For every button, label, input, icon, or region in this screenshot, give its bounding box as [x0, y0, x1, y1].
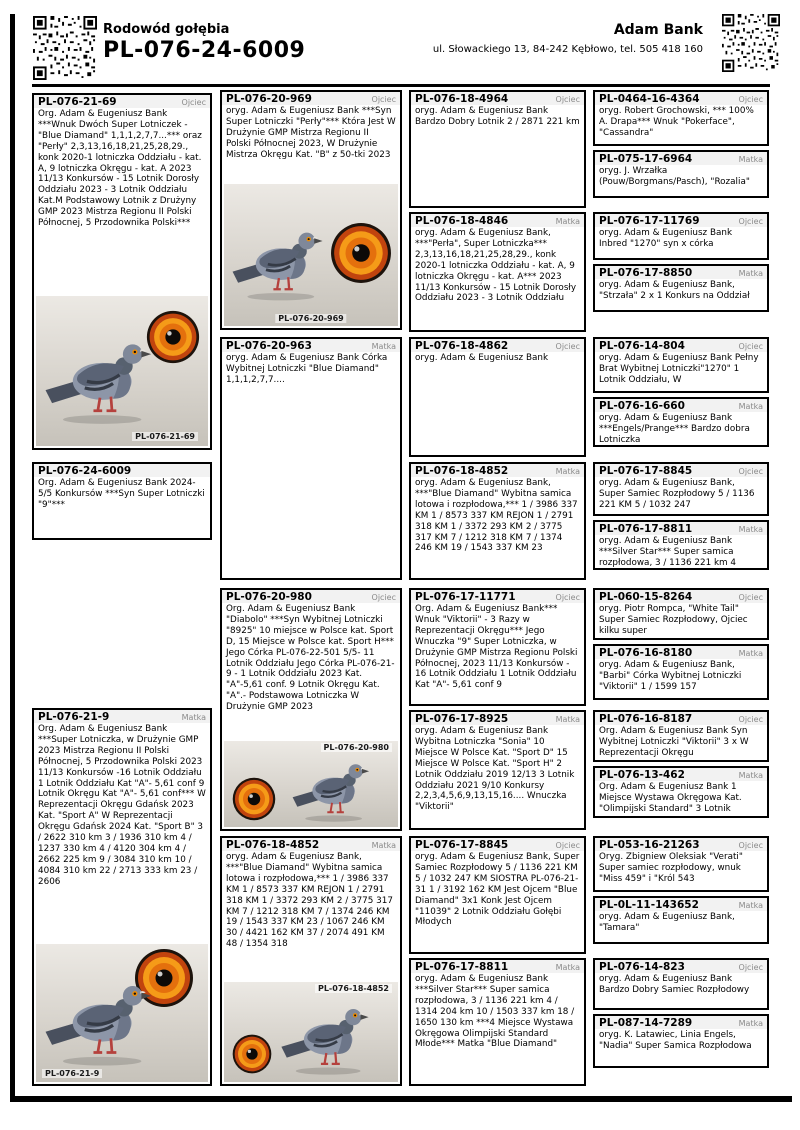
box-header [595, 838, 767, 851]
ring-number: PL-076-18-4852 [226, 839, 320, 851]
pedigree-text: Org. Adam & Eugeniusz Bank*** Wnuk "Viktorii" - 3 Razy w Reprezentacji Okręgu*** Jego Wnuczka "9" Super Lotniczka, w Drużynie GMP Mistrza Regionu Polski Północnej, 2023 11/13 Konkursów - 16 Lotnik Oddziału 1 Lotnik Oddziału Kat "A"- 5,61 conf 9 [415, 604, 578, 691]
box-header [595, 898, 767, 911]
ring-number: PL-075-17-6964 [599, 153, 693, 165]
pedigree-box-g4-5 [593, 397, 769, 447]
ring-number: PL-0464-16-4364 [599, 93, 700, 105]
box-header [595, 399, 767, 412]
pedigree-box-father [32, 93, 212, 450]
box-header [595, 960, 767, 973]
ring-number: PL-076-20-969 [226, 93, 312, 105]
qr-code-left-icon [33, 16, 97, 80]
pigeon-eye-image [330, 222, 392, 284]
pigeon-photo [224, 741, 398, 827]
box-header [595, 646, 767, 659]
pedigree-box-g4-7 [593, 520, 769, 570]
pedigree-box-g3-5 [409, 710, 586, 830]
pedigree-box-g3-4 [409, 588, 586, 706]
ring-number: PL-076-16-8187 [599, 713, 693, 725]
pedigree-text: oryg. Adam & Eugeniusz Bank [415, 353, 549, 363]
photo-caption: PL-076-21-9 [42, 1069, 102, 1078]
role-label: Matka [738, 525, 763, 534]
pedigree-box-g2-2 [220, 588, 402, 831]
ring-number: PL-076-18-4852 [415, 465, 509, 477]
role-label: Ojciec [738, 95, 763, 104]
qr-code-right-icon [722, 14, 780, 72]
pedigree-box-g4-14 [593, 958, 769, 1010]
pedigree-text: oryg. Adam & Eugeniusz Bank, "Strzała" 2 x 1 Konkurs na Oddział [599, 280, 750, 301]
ring-number: PL-076-13-462 [599, 769, 685, 781]
pedigree-box-g2-0 [220, 90, 402, 330]
pigeon-image [276, 992, 384, 1080]
role-label: Matka [738, 402, 763, 411]
box-header [34, 710, 210, 723]
scan-edge-left [10, 14, 15, 1102]
box-header [595, 1016, 767, 1029]
box-header [34, 464, 210, 477]
role-label: Ojciec [371, 593, 396, 602]
box-header [595, 339, 767, 352]
pedigree-text: Org. Adam & Eugeniusz Bank 1 Miejsce Wystawa Okręgowa Kat. "Olimpijski Standard" 3 Lotnik [599, 782, 742, 814]
pedigree-box-g4-12 [593, 836, 769, 892]
role-label: Ojciec [738, 715, 763, 724]
pedigree-box-g3-7 [409, 958, 586, 1086]
ring-number: PL-0L-11-143652 [599, 899, 699, 911]
pedigree-box-g4-10 [593, 710, 769, 762]
role-label: Ojciec [371, 95, 396, 104]
pigeon-eye-image [232, 1034, 272, 1074]
pigeon-eye-image [146, 310, 200, 364]
box-header [411, 838, 584, 851]
pedigree-text: oryg. Adam & Eugeniusz Bank ***Engels/Prange*** Bardzo dobra Lotniczka [599, 413, 750, 445]
pedigree-box-g4-4 [593, 337, 769, 393]
pedigree-box-subject [32, 462, 212, 540]
pigeon-photo [36, 296, 208, 446]
box-header [411, 92, 584, 105]
pedigree-text: oryg. Adam & Eugeniusz Bank, Super Samiec Rozpłodowy 5 / 1136 221 KM 5 / 1032 247 [599, 478, 755, 510]
pigeon-image [39, 958, 170, 1079]
pedigree-box-g4-1 [593, 150, 769, 198]
pedigree-text: Org. Adam & Eugeniusz Bank ***Wnuk Dwóch Super Lotniczek - "Blue Diamand" 1,1,1,2,7,7...*** oraz "Perły" 2,3,13,16,18,21,25,28,29., konk 2020-1 lotniczka Oddziału - kat. A, 9 lotniczka Okręgu - kat. A 2023 11/13 Konkursów - 15 Lotnik Dorosły Oddziału 2023 - 3 Lotnik Oddziału Kat.M Podstawowy Lotnik z Drużyny GMP 2023 Mistrza Regionu II Polski Północnej, 5 Przodownika Polski*** [38, 109, 202, 229]
box-header [411, 590, 584, 603]
pedigree-text: oryg. Adam & Eugeniusz Bank, "Tamara" [599, 912, 735, 933]
role-label: Ojciec [555, 593, 580, 602]
pedigree-text: oryg. Adam & Eugeniusz Bank Inbred "1270" syn x córka [599, 228, 733, 249]
pedigree-box-g3-6 [409, 836, 586, 954]
role-label: Matka [555, 467, 580, 476]
photo-caption: PL-076-18-4852 [315, 984, 392, 993]
role-label: Matka [181, 713, 206, 722]
ring-number: PL-060-15-8264 [599, 591, 693, 603]
pigeon-image [283, 750, 387, 826]
box-header [411, 339, 584, 352]
pedigree-box-g4-8 [593, 588, 769, 640]
pedigree-text: oryg. Adam & Eugeniusz Bank ***Silver Star*** Super samica rozpłodowa, 3 / 1136 221 km 4 [599, 536, 737, 568]
photo-caption: PL-076-20-980 [321, 743, 392, 752]
role-label: Ojciec [555, 95, 580, 104]
pigeon-photo [224, 184, 398, 326]
ring-number: PL-076-14-804 [599, 340, 685, 352]
pedigree-box-g3-0 [409, 90, 586, 208]
pedigree-text: oryg. Adam & Eugeniusz Bank, ***"Perła", Super Lotniczka*** 2,3,13,16,18,21,25,28,29., konk 2020-1 lotniczka Oddziału - kat. A, 9 lotniczka Okręgu - kat. A*** 2023 11/13 Konkursów - 15 Lotnik Dorosły Oddziału 2023 - 3 Lotnik Oddziału [415, 228, 577, 304]
box-header [595, 214, 767, 227]
photo-caption: PL-076-20-969 [275, 314, 346, 323]
box-header [595, 266, 767, 279]
pedigree-text: oryg. Adam & Eugeniusz Bank Bardzo Dobry Samiec Rozpłodowy [599, 974, 750, 995]
ring-number: PL-076-14-823 [599, 961, 685, 973]
role-label: Matka [555, 963, 580, 972]
ring-number: PL-076-24-6009 [38, 465, 132, 477]
main-ring-number: PL-076-24-6009 [103, 38, 306, 63]
box-header [222, 339, 400, 352]
role-label: Ojciec [738, 342, 763, 351]
pedigree-text: oryg. J. Wrzałka (Pouw/Borgmans/Pasch), "Rozalia" [599, 166, 750, 187]
ring-number: PL-076-16-660 [599, 400, 685, 412]
header-divider [32, 84, 770, 87]
ring-number: PL-076-17-8850 [599, 267, 693, 279]
box-header [595, 464, 767, 477]
box-header [595, 590, 767, 603]
ring-number: PL-076-20-980 [226, 591, 312, 603]
scan-edge-bottom [10, 1096, 792, 1102]
pedigree-box-g4-13 [593, 896, 769, 944]
pedigree-box-g3-2 [409, 337, 586, 457]
role-label: Matka [371, 841, 396, 850]
pedigree-text: Org. Adam & Eugeniusz Bank 2024-5/5 Konkursów ***Syn Super Lotniczki "9"*** [38, 478, 205, 510]
pedigree-text: oryg. Adam & Eugeniusz Bank Wybitna Lotniczka "Sonia" 10 Miejsce W Polsce Kat. "Sport D" 15 Miejsce W Polsce Kat. "Sport H" 2 Lotnik Oddziału 2019 12/13 3 Lotnik Oddziału 2021 9/10 Konkursy 2,2,3,4,5,6,9,13,15,16.... Wnuczka "Viktorii" [415, 726, 575, 813]
pedigree-text: Org. Adam & Eugeniusz Bank ***Super Lotniczka, w Drużynie GMP 2023 Mistrza Regionu II Polski Północnej, 5 Przodownika Polski 2023 11/13 Konkursów -16 Lotnik Oddziału 1 Lotnik Oddziału Kat "A"- 5,61 conf 9 Lotnik Okręgu Kat "A"- 5,61 conf*** W Reprezentacji Okręgu Gdańsk 2023 Kat. "Sport A" W Reprezentacji Okręgu Gdańsk 2024 Kat. "Sport B" 3 / 2622 310 km 3 / 1936 310 km 4 / 1237 330 km 4 / 4120 304 km 4 / 2662 225 km 9 / 3084 310 km 10 / 4084 310 km 22 / 2713 333 km 23 / 2606 [38, 724, 206, 887]
box-header [222, 92, 400, 105]
ring-number: PL-076-17-8811 [599, 523, 693, 535]
box-header [222, 838, 400, 851]
box-header [595, 712, 767, 725]
pigeon-image [227, 198, 338, 323]
ring-number: PL-076-21-69 [38, 96, 117, 108]
pedigree-text: oryg. Adam & Eugeniusz Bank ***Syn Super Lotniczki "Perły"*** Która Jest W Drużynie GMP Mistrza Regionu II Polski Północnej 2023, W Drużynie Mistrza Okręgu Kat. "B" z 50-tki 2023 [226, 106, 396, 160]
pigeon-photo [36, 944, 208, 1082]
owner-name: Adam Bank [613, 22, 703, 38]
role-label: Ojciec [555, 841, 580, 850]
role-label: Matka [738, 901, 763, 910]
role-label: Matka [738, 771, 763, 780]
role-label: Ojciec [555, 342, 580, 351]
pedigree-box-g4-0 [593, 90, 769, 146]
role-label: Matka [738, 649, 763, 658]
pedigree-text: Org. Adam & Eugeniusz Bank "Diabolo" ***Syn Wybitnej Lotniczki "8925" 10 miejsce w Polsce kat. Sport D, 15 Miejsce w Polsce kat. Sport H*** Jego Córka PL-076-22-501 5/5- 11 Lotnik Oddziału Jego Córka PL-076-21-9 - 1 Lotnik Oddziału 2023 Kat. "A"-5,61 conf. 9 Lotnik Okręgu Kat. "A".- Podstawowa Lotniczka W Drużynie GMP 2023 [226, 604, 395, 713]
pedigree-box-g2-1 [220, 337, 402, 580]
pedigree-text: oryg. Adam & Eugeniusz Bank, ***"Blue Diamand" Wybitna samica lotowa i rozpłodowa,*** 1 / 3986 337 KM 1 / 8573 337 KM REJON 1 / 2791 318 KM 1 / 3372 293 KM 2 / 3775 317 KM 7 / 1212 318 KM 7 / 1374 246 KM 19 / 1543 337 KM 23 [415, 478, 578, 554]
pedigree-box-g4-6 [593, 462, 769, 516]
pedigree-text: oryg. Adam & Eugeniusz Bank Pełny Brat Wybitnej Lotniczki"1270" 1 Lotnik Oddziału, W [599, 353, 759, 385]
box-header [411, 464, 584, 477]
pedigree-text: oryg. Adam & Eugeniusz Bank ***Silver Star*** Super samica rozpłodowa, 3 / 1136 221 km 4 / 1314 204 km 10 / 1503 337 km 18 / 1650 130 km ***4 Miejsce Wystawa Okręgowa Olimpijski Standard Młode*** Matka "Blue Diamand" [415, 974, 575, 1050]
box-header [595, 522, 767, 535]
ring-number: PL-076-17-8845 [415, 839, 509, 851]
box-header [595, 92, 767, 105]
document-title: Rodowód gołębia [103, 22, 230, 37]
pedigree-box-g3-1 [409, 212, 586, 332]
ring-number: PL-087-14-7289 [599, 1017, 693, 1029]
box-header [34, 95, 210, 108]
role-label: Ojciec [181, 98, 206, 107]
role-label: Ojciec [738, 467, 763, 476]
pedigree-box-g4-11 [593, 766, 769, 818]
photo-caption: PL-076-21-69 [132, 432, 198, 441]
box-header [411, 712, 584, 725]
pedigree-text: oryg. Piotr Rompca, "White Tail" Super Samiec Rozpłodowy, Ojciec kilku super [599, 604, 748, 636]
ring-number: PL-076-18-4862 [415, 340, 509, 352]
ring-number: PL-076-17-8925 [415, 713, 509, 725]
owner-address: ul. Słowackiego 13, 84-242 Kębłowo, tel. 505 418 160 [432, 44, 703, 55]
ring-number: PL-076-18-4964 [415, 93, 509, 105]
pedigree-text: oryg. K. Latawiec, Linia Engels, "Nadia" Super Samica Rozpłodowa [599, 1030, 752, 1051]
role-label: Ojciec [738, 593, 763, 602]
role-label: Ojciec [738, 217, 763, 226]
pedigree-box-g4-3 [593, 264, 769, 312]
pedigree-box-g4-9 [593, 644, 769, 700]
pedigree-text: oryg. Adam & Eugeniusz Bank, ***"Blue Diamand" Wybitna samica lotowa i rozpłodowa,*** 1 / 3986 337 KM 1 / 8573 337 KM REJON 1 / 2791 318 KM 1 / 3372 293 KM 2 / 3775 317 KM 7 / 1212 318 KM 7 / 1374 246 KM 19 / 1543 337 KM 23 / 1067 246 KM 30 / 4421 162 KM 37 / 2074 491 KM 48 / 1354 318 [226, 852, 393, 950]
pedigree-box-g4-2 [593, 212, 769, 260]
pedigree-text: oryg. Adam & Eugeniusz Bank Córka Wybitnej Lotniczki "Blue Diamand" 1,1,1,2,7,7.... [226, 353, 388, 385]
role-label: Matka [371, 342, 396, 351]
pedigree-text: Org. Adam & Eugeniusz Bank Syn Wybitnej Lotniczki "Viktorii" 3 x W Reprezentacji Okręgu [599, 726, 749, 758]
ring-number: PL-076-17-8811 [415, 961, 509, 973]
pedigree-box-g3-3 [409, 462, 586, 580]
pedigree-box-g4-15 [593, 1014, 769, 1068]
ring-number: PL-076-21-9 [38, 711, 110, 723]
role-label: Matka [738, 155, 763, 164]
pedigree-text: oryg. Adam & Eugeniusz Bank, "Barbi" Córka Wybitnej Lotniczki "Viktorii" 1 / 1599 157 [599, 660, 742, 692]
ring-number: PL-076-20-963 [226, 340, 312, 352]
ring-number: PL-076-16-8180 [599, 647, 693, 659]
box-header [411, 214, 584, 227]
pedigree-text: oryg. Adam & Eugeniusz Bank Bardzo Dobry Lotnik 2 / 2871 221 km [415, 106, 580, 127]
box-header [411, 960, 584, 973]
role-label: Ojciec [738, 963, 763, 972]
pigeon-photo [224, 982, 398, 1082]
box-header [595, 152, 767, 165]
box-header [595, 768, 767, 781]
ring-number: PL-076-18-4846 [415, 215, 509, 227]
pedigree-text: oryg. Adam & Eugeniusz Bank, Super Samiec Rozpłodowy 5 / 1136 221 KM 5 / 1032 247 KM SIOSTRA PL-076-21-31 1 / 3192 162 KM Jest Ojcem "Blue Diamand" 3x1 Konk Jest Ojcem "11039" 2 Lotnik Oddziału Gołębi Młodych [415, 852, 580, 928]
pedigree-text: oryg. Robert Grochowski, *** 100% A. Drapa*** Wnuk "Pokerface", "Cassandra" [599, 106, 754, 138]
pedigree-text: Oryg. Zbigniew Oleksiak "Verati" Super samiec rozpłodowy, wnuk "Miss 459" i "Król 543 [599, 852, 743, 884]
role-label: Matka [738, 269, 763, 278]
box-header [222, 590, 400, 603]
role-label: Matka [738, 1019, 763, 1028]
ring-number: PL-076-17-11771 [415, 591, 516, 603]
role-label: Matka [555, 715, 580, 724]
ring-number: PL-053-16-21263 [599, 839, 700, 851]
role-label: Matka [555, 217, 580, 226]
pedigree-box-mother [32, 708, 212, 1086]
ring-number: PL-076-17-8845 [599, 465, 693, 477]
pigeon-eye-image [232, 777, 276, 821]
pedigree-box-g2-3 [220, 836, 402, 1086]
role-label: Ojciec [738, 841, 763, 850]
ring-number: PL-076-17-11769 [599, 215, 700, 227]
